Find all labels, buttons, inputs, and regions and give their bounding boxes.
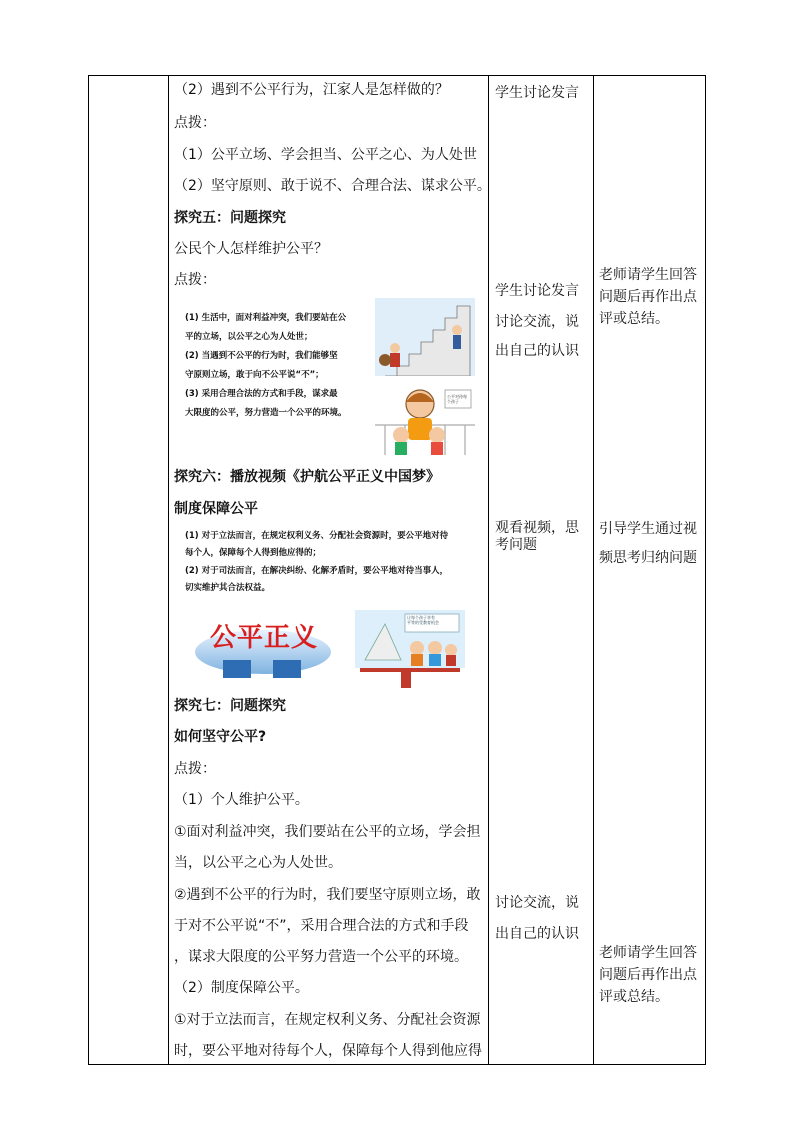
point-1a-line: ①面对利益冲突，我们要站在公平的立场，学会担 <box>174 824 481 840</box>
inquiry-5-title: 探究五：问题探究 <box>174 210 286 226</box>
column-divider <box>593 76 594 1064</box>
teacher-note: 引导学生通过视 <box>599 521 697 537</box>
tip-point-1: （1）公平立场、学会担当、公平之心、为人处世 <box>174 147 477 163</box>
image1-text-line: 大限度的公平，努力营造一个公平的环境。 <box>185 408 347 418</box>
image2-text-line: 切实维护其合法权益。 <box>185 583 271 593</box>
tip-label: 点拨： <box>174 272 216 288</box>
stairs-cartoon-image <box>375 298 475 376</box>
image2-text-line: (1) 对于立法而言，在规定权利义务、分配社会资源时，要公平地对待 <box>185 531 449 541</box>
student-activity: 考问题 <box>495 537 537 553</box>
poster-sign-text: 让每个孩子享有 平等的受教育机会 <box>407 615 439 625</box>
cartoon-sign-text: 公平对待每个孩子 <box>447 394 467 404</box>
system-title: 制度保障公平 <box>174 501 258 517</box>
image1-text-line: (1) 生活中，面对利益冲突，我们要站在公 <box>185 313 347 323</box>
inquiry-7-title: 探究七：问题探究 <box>174 698 286 714</box>
student-activity: 讨论交流，说 <box>495 895 579 911</box>
inquiry-6-title: 探究六：播放视频《护航公平正义中国梦》 <box>174 469 440 485</box>
student-activity: 出自己的认识 <box>495 343 579 359</box>
point-2a-line: 时，要公平地对待每个人，保障每个人得到他应得 <box>174 1043 482 1059</box>
point-2a-line: ①对于立法而言，在规定权利义务、分配社会资源 <box>174 1012 481 1028</box>
column-divider <box>168 76 169 1064</box>
student-activity: 出自己的认识 <box>495 926 579 942</box>
tip-label: 点拨： <box>174 761 216 777</box>
teacher-note: 频思考归纳问题 <box>599 550 697 566</box>
student-activity: 学生讨论发言 <box>495 283 579 299</box>
point-1b-line: ，谋求大限度的公平努力营造一个公平的环境。 <box>174 949 468 965</box>
point-1b-line: 于对不公平说“不”，采用合理合法的方式和手段 <box>174 918 469 934</box>
column-divider <box>488 76 489 1064</box>
point-1a-line: 当，以公平之心为人处世。 <box>174 855 342 871</box>
image1-text-line: (2) 当遇到不公平的行为时，我们能够坚 <box>185 351 338 361</box>
teacher-note: 评或总结。 <box>599 311 669 327</box>
student-activity: 学生讨论发言 <box>495 85 579 101</box>
student-activity: 讨论交流，说 <box>495 314 579 330</box>
point-1-heading: （1）个人维护公平。 <box>174 792 309 808</box>
point-1b-line: ②遇到不公平的行为时，我们要坚守原则立场，敢 <box>174 887 481 903</box>
inquiry-7-question: 如何坚守公平? <box>174 729 267 745</box>
student-activity: 观看视频，思 <box>495 520 579 536</box>
tip-label: 点拨： <box>174 115 216 131</box>
tip-point-2: （2）坚守原则、敢于说不、合理合法、谋求公平。 <box>174 178 491 194</box>
teacher-note: 老师请学生回答 <box>599 267 697 283</box>
point-2-heading: （2）制度保障公平。 <box>174 980 309 996</box>
inquiry-5-question: 公民个人怎样维护公平？ <box>174 241 328 257</box>
image1-text-line: (3) 采用合理合法的方式和手段，谋求最 <box>185 389 338 399</box>
question-2: （2）遇到不公平行为，江家人是怎样做的？ <box>174 82 449 98</box>
logo-text: 公平正义 <box>210 623 319 653</box>
image1-text-line: 平的立场，以公平之心为人处世； <box>185 332 313 342</box>
teacher-note: 老师请学生回答 <box>599 945 697 961</box>
image2-text-line: (2) 对于司法而言，在解决纠纷、化解矛盾时，要公平地对待当事人， <box>185 566 449 576</box>
teacher-note: 问题后再作出点 <box>599 289 697 305</box>
teacher-note: 评或总结。 <box>599 989 669 1005</box>
mother-children-cartoon-image <box>375 380 475 455</box>
image1-text-line: 守原则立场，敢于向不公平说“不”； <box>185 370 324 380</box>
teacher-note: 问题后再作出点 <box>599 967 697 983</box>
image2-text-line: 每个人，保障每个人得到他应得的； <box>185 548 322 558</box>
